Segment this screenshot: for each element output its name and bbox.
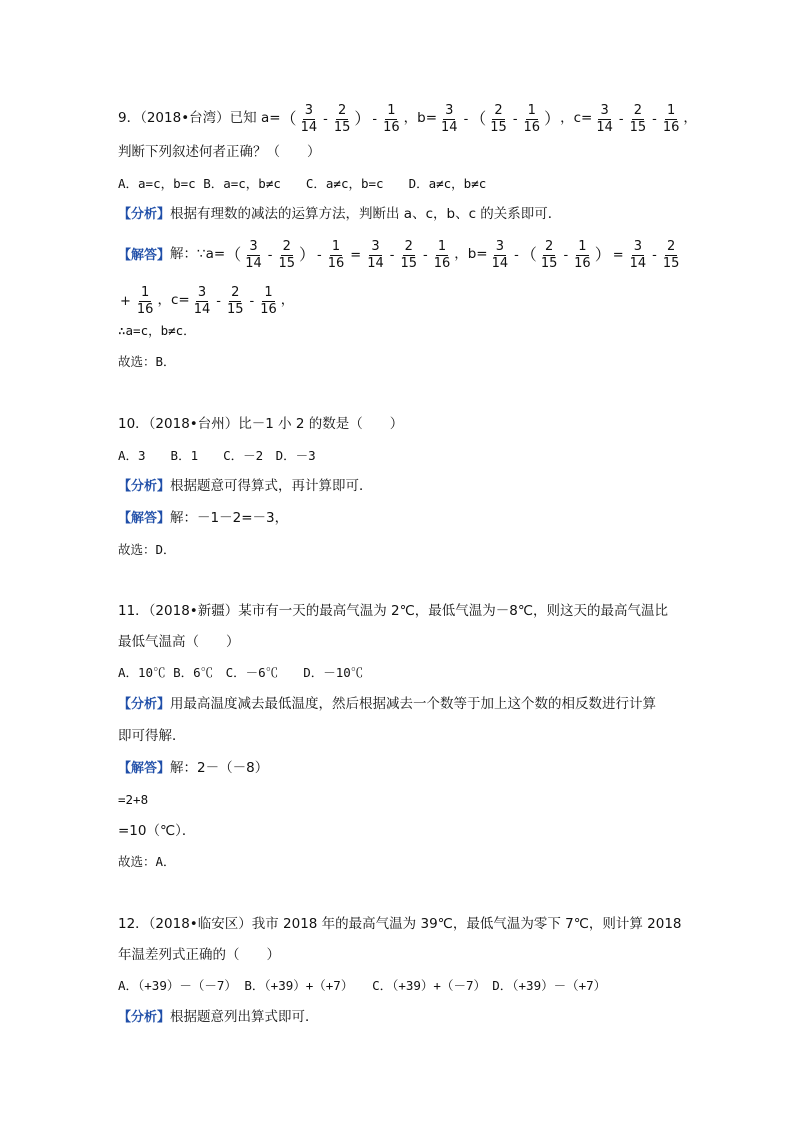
q9-a-frac-2: $\frac{2}{15}$ <box>333 103 351 135</box>
q11-options: A．10℃ B．6℃ C．－6℃ D．－10℃ <box>118 665 364 680</box>
ans-frac: $\frac{1}{16}$ <box>136 285 154 317</box>
q12-analysis <box>118 1011 319 1025</box>
q9-question-line-2: 判断下列叙述何者正确？（ ） <box>118 144 321 160</box>
answer-text: 解：－1－2=－3， <box>170 510 289 526</box>
q9-c-frac-1: $\frac{3}{14}$ <box>596 103 613 135</box>
ans-frac: $\frac{1}{16}$ <box>327 239 345 271</box>
answer-tag: 【解答】 <box>118 511 171 527</box>
ans-frac: $\frac{1}{16}$ <box>433 239 451 271</box>
q11-answer-line-2: =2+8 <box>118 792 149 807</box>
q11-question-line-2: 最低气温高（ ） <box>118 634 240 650</box>
answer-tag: 【解答】 <box>118 761 171 777</box>
q12-question-line-2: 年温差列式正确的（ ） <box>118 947 280 963</box>
ans-frac: $\frac{1}{16}$ <box>260 285 277 317</box>
ans-frac: $\frac{2}{15}$ <box>540 239 558 271</box>
ans-frac: $\frac{3}{14}$ <box>193 285 211 317</box>
ans-frac: $\frac{3}{14}$ <box>491 239 509 271</box>
q10-options: A．3 B．1 C．－2 D．－3 <box>118 448 316 463</box>
q9-prefix: 9．（2018•台湾）已知 a= <box>118 110 281 127</box>
q9-a-frac-1: $\frac{3}{14}$ <box>300 103 318 135</box>
ans-frac: $\frac{3}{14}$ <box>245 239 262 271</box>
q9-c-frac-2: $\frac{2}{15}$ <box>629 103 647 135</box>
analysis-tag: 【分析】 <box>118 1010 171 1026</box>
q9-c-frac-3: $\frac{1}{16}$ <box>662 103 680 135</box>
q9-choice: 故选：B． <box>118 354 176 369</box>
q9-b-frac-2: $\frac{2}{15}$ <box>490 103 507 135</box>
q11-answer-line-1 <box>118 762 268 776</box>
answer-c-label: ，c= <box>157 292 190 309</box>
analysis-text: 用最高温度减去最低温度，然后根据减去一个数等于加上这个数的相反数进行计算 <box>170 696 657 712</box>
q9-analysis <box>118 208 561 222</box>
q11-choice: 故选：A． <box>118 854 176 869</box>
analysis-tag: 【分析】 <box>118 479 171 495</box>
q9-b-frac-1: $\frac{3}{14}$ <box>441 103 458 135</box>
answer-intro: 解：∵a= <box>170 246 226 263</box>
answer-text: 解：2－（－8） <box>170 760 269 776</box>
ans-frac: $\frac{2}{15}$ <box>662 239 680 271</box>
q12-options: A．（+39）－（－7） B．（+39）+（+7） C．（+39）+（－7） D．（+39）－（+7） <box>118 978 607 993</box>
q11-answer-line-3: =10（℃）． <box>118 823 196 839</box>
q9-c-label: ，c= <box>560 110 593 127</box>
ans-frac: $\frac{3}{14}$ <box>629 239 647 271</box>
q9-b-frac-3: $\frac{1}{16}$ <box>523 103 541 135</box>
ans-frac: $\frac{2}{15}$ <box>278 239 296 271</box>
q9-options: A．a=c，b=c B．a=c，b≠c C．a≠c，b=c D．a≠c，b≠c <box>118 176 487 191</box>
analysis-text: 根据题意可得算式，再计算即可． <box>170 478 373 494</box>
q9-answer-line-2: + $\frac{1}{16}$ ，c= $\frac{3}{14}$ - $\frac{2}{15}$ - $\frac{1}{16}$ ， <box>120 285 295 317</box>
q11-analysis-line-2: 即可得解． <box>118 728 186 744</box>
q10-answer <box>118 512 288 526</box>
answer-b-label: ，b= <box>454 246 488 263</box>
q9-answer-line-1: 【解答】 解：∵a= （ $\frac{3}{14}$ - $\frac{2}{15}$ ） - $\frac{1}{16}$ = $\frac{3}{14}$ - $\frac{2}{15}$ - $\frac{1}{16}$ ，b= $\frac{3}{14}$ - （ $\frac{2}{15}$ - $\frac{1}{16}$ ） = $\frac{3}{14}$ - $\frac{2}{15}$ <box>118 239 680 271</box>
q10-choice: 故选：D． <box>118 542 176 557</box>
ans-frac: $\frac{2}{15}$ <box>226 285 244 317</box>
analysis-tag: 【分析】 <box>118 207 171 223</box>
q9-therefore: ∴a=c，b≠c． <box>118 323 196 338</box>
q11-question-line-1: 11．（2018•新疆）某市有一天的最高气温为 2℃，最低气温为－8℃，则这天的最高气温比 <box>118 603 669 619</box>
analysis-text: 根据题意列出算式即可． <box>170 1009 319 1025</box>
analysis-tag: 【分析】 <box>118 697 171 713</box>
q12-question-line-1: 12．（2018•临安区）我市 2018 年的最高气温为 39℃，最低气温为零下 7℃，则计算 2018 <box>118 916 682 932</box>
plus-sign: + <box>120 293 131 309</box>
q9-a-frac-3: $\frac{1}{16}$ <box>383 103 400 135</box>
q11-analysis-line-1 <box>118 698 656 712</box>
q9-b-label: ，b= <box>403 110 438 127</box>
answer-tag: 【解答】 <box>118 247 171 263</box>
q9-question-line-1: 9．（2018•台湾）已知 a= （ $\frac{3}{14}$ - $\frac{2}{15}$ ） - $\frac{1}{16}$ ，b= $\frac{3}{14}$ - （ $\frac{2}{15}$ - $\frac{1}{16}$ ） ，c= $\frac{3}{14}$ - $\frac{2}{15}$ - $\frac{1}{16}$ ， <box>118 103 697 135</box>
ans-frac: $\frac{3}{14}$ <box>367 239 384 271</box>
q10-question: 10．（2018•台州）比－1 小 2 的数是（ ） <box>118 416 404 432</box>
analysis-text: 根据有理数的减法的运算方法，判断出 a、c，b、c 的关系即可． <box>170 206 562 222</box>
ans-frac: $\frac{1}{16}$ <box>574 239 591 271</box>
ans-frac: $\frac{2}{15}$ <box>400 239 417 271</box>
q10-analysis <box>118 480 373 494</box>
